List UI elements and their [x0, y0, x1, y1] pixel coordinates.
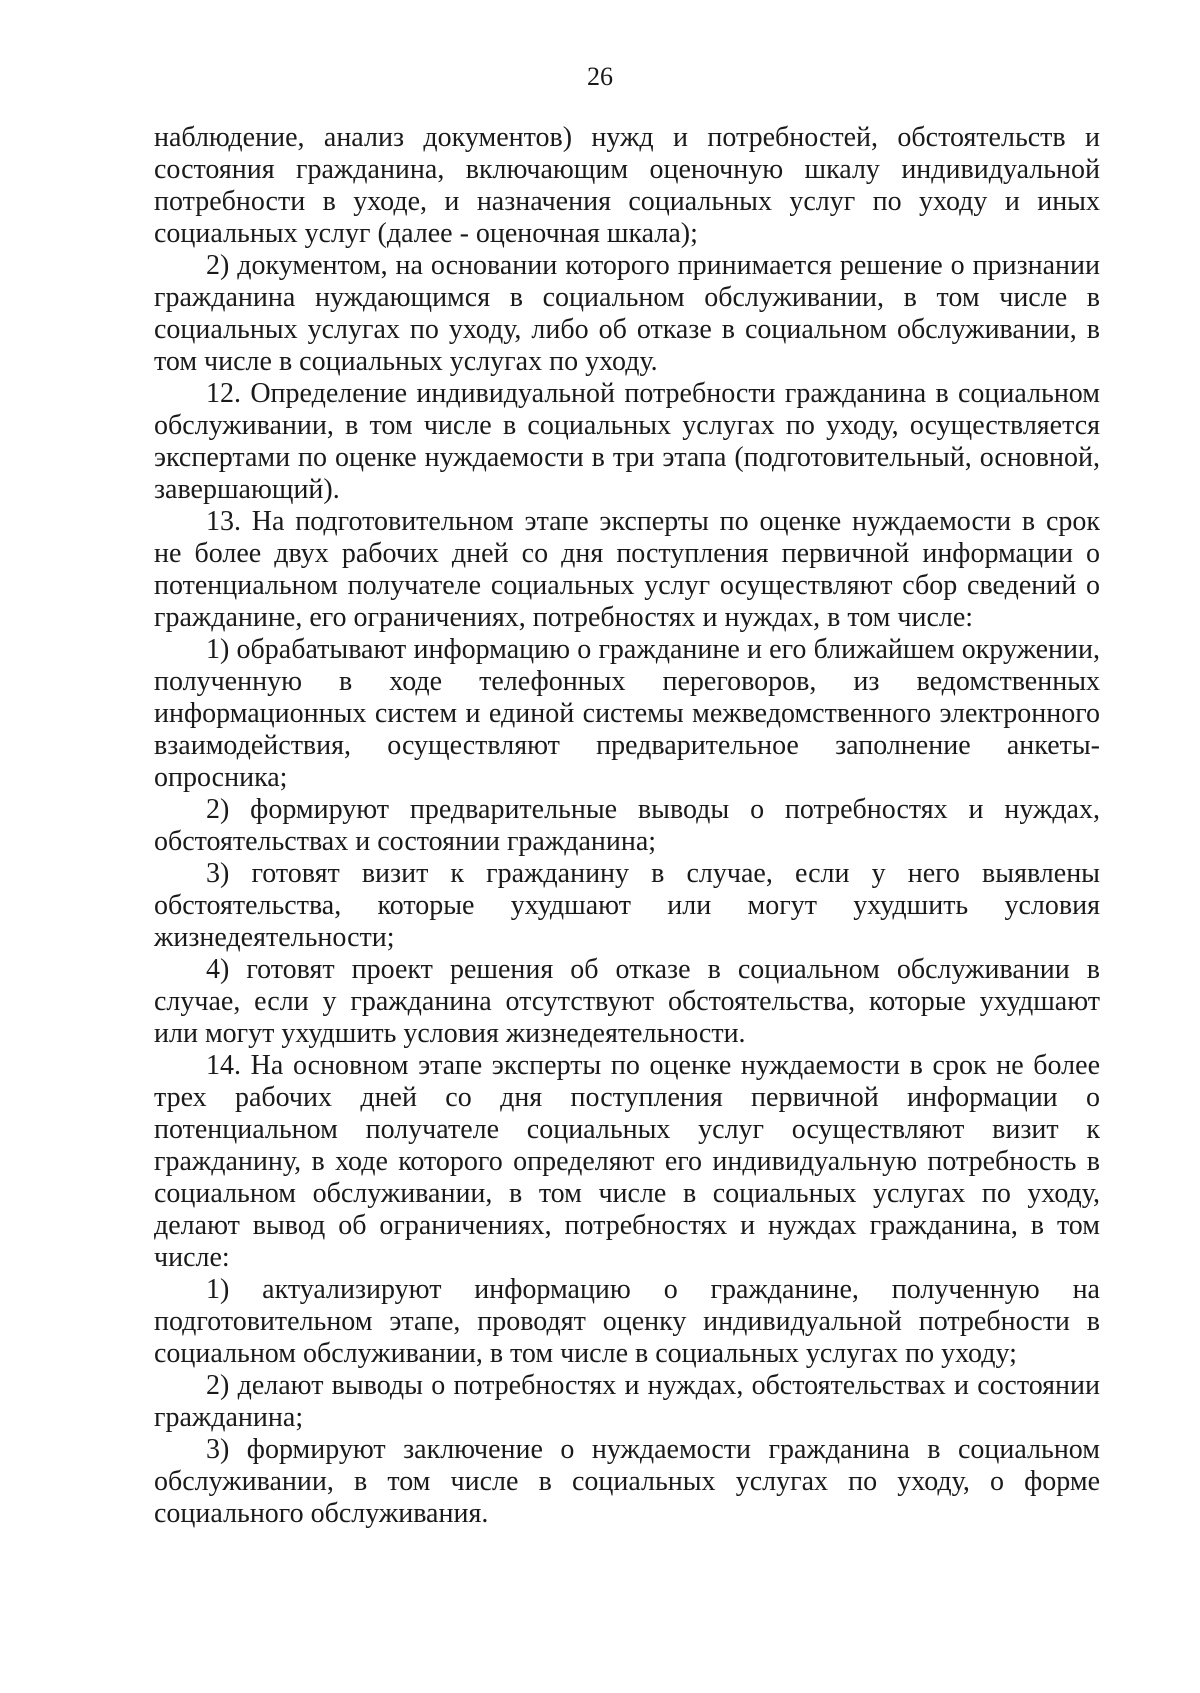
paragraph-clause-13-item-4: 4) готовят проект решения об отказе в социальном обслуживании в случае, если у гражданина отсутствуют обстоятельства, которые ухудшают или могут ухудшить условия жизнедеятельности. [154, 954, 1100, 1049]
page-number: 26 [587, 62, 613, 91]
paragraph-clause-13-item-2: 2) формируют предварительные выводы о потребностях и нуждах, обстоятельствах и состоянии гражданина; [154, 794, 1100, 857]
paragraph-clause-13-item-3: 3) готовят визит к гражданину в случае, если у него выявлены обстоятельства, которые ухудшают или могут ухудшить условия жизнедеятельности; [154, 858, 1100, 953]
paragraph-clause-14-item-1: 1) актуализируют информацию о гражданине, полученную на подготовительном этапе, проводят оценку индивидуальной потребности в социальном обслуживании, в том числе в социальных услугах по уходу; [154, 1274, 1100, 1369]
paragraph-clause-12: 12. Определение индивидуальной потребности гражданина в социальном обслуживании, в том числе в социальных услугах по уходу, осуществляется экспертами по оценке нуждаемости в три этапа (подготовительный, основной, завершающий). [154, 378, 1100, 505]
paragraph-clause-13-item-1: 1) обрабатывают информацию о гражданине и его ближайшем окружении, полученную в ходе телефонных переговоров, из ведомственных информационных систем и единой системы межведомственного электронного взаимодействия, осуществляют предварительное заполнение анкеты-опросника; [154, 634, 1100, 793]
paragraph-item-2-document: 2) документом, на основании которого принимается решение о признании гражданина нуждающимся в социальном обслуживании, в том числе в социальных услугах по уходу, либо об отказе в социальном обслуживании, в том числе в социальных услугах по уходу. [154, 250, 1100, 377]
paragraph-continuation: наблюдение, анализ документов) нужд и потребностей, обстоятельств и состояния гражданина, включающим оценочную шкалу индивидуальной потребности в уходе, и назначения социальных услуг по уходу и иных социальных услуг (далее - оценочная шкала); [154, 122, 1100, 249]
paragraph-clause-14-item-3: 3) формируют заключение о нуждаемости гражданина в социальном обслуживании, в том числе в социальных услугах по уходу, о форме социального обслуживания. [154, 1434, 1100, 1529]
document-body [154, 122, 1100, 1530]
paragraph-clause-14-item-2: 2) делают выводы о потребностях и нуждах, обстоятельствах и состоянии гражданина; [154, 1370, 1100, 1433]
paragraph-clause-13: 13. На подготовительном этапе эксперты по оценке нуждаемости в срок не более двух рабочих дней со дня поступления первичной информации о потенциальном получателе социальных услуг осуществляют сбор сведений о гражданине, его ограничениях, потребностях и нуждах, в том числе: [154, 506, 1100, 633]
paragraph-clause-14: 14. На основном этапе эксперты по оценке нуждаемости в срок не более трех рабочих дней со дня поступления первичной информации о потенциальном получателе социальных услуг осуществляют визит к гражданину, в ходе которого определяют его индивидуальную потребность в социальном обслуживании, в том числе в социальных услугах по уходу, делают вывод об ограничениях, потребностях и нуждах гражданина, в том числе: [154, 1050, 1100, 1273]
